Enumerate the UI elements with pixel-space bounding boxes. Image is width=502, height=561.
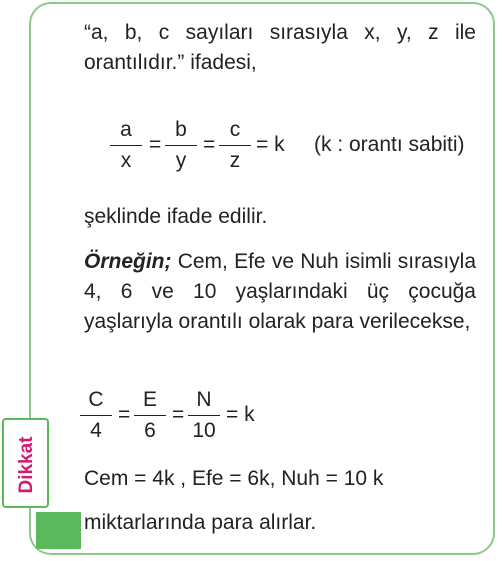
- equals-sign: =: [203, 133, 216, 156]
- example-text: Cem, Efe ve Nuh isimli sırasıyla 4, 6 ve 10 yaşlarındaki üç çocuğa yaşlarıyla orantılı olarak para verilecekse,: [84, 250, 476, 333]
- fraction-bar: [134, 415, 166, 416]
- equals-sign: =: [118, 403, 131, 426]
- after-formula-text: şeklinde ifade edilir.: [84, 205, 268, 228]
- fraction-bar: [80, 415, 112, 416]
- tab-accent: [36, 512, 81, 549]
- dikkat-label: Dikkat: [16, 436, 37, 494]
- fraction-bar: [165, 145, 197, 146]
- fraction-n-10: [188, 388, 220, 443]
- fraction-a-x: [110, 118, 142, 173]
- dikkat-tab: [2, 418, 49, 508]
- constant-note: (k : orantı sabiti): [314, 133, 465, 156]
- numerator: N: [196, 388, 212, 411]
- fraction-c-z: [219, 118, 251, 173]
- example-lead: Örneğin;: [84, 250, 172, 273]
- numerator: E: [142, 388, 157, 411]
- example-paragraph: [84, 247, 476, 337]
- fraction-bar: [188, 415, 220, 416]
- numerator: c: [229, 118, 241, 141]
- denominator: z: [229, 149, 241, 172]
- equals-k: = k: [256, 133, 285, 156]
- denominator: y: [175, 149, 187, 172]
- denominator: x: [120, 149, 132, 172]
- values-line: Cem = 4k , Efe = 6k, Nuh = 10 k: [84, 467, 384, 490]
- numerator: b: [175, 118, 187, 141]
- intro-text: “a, b, c sayıları sırasıyla x, y, z ile orantılıdır.” ifadesi,: [84, 21, 476, 74]
- denominator: 10: [192, 419, 216, 442]
- equals-k: = k: [226, 403, 255, 426]
- fraction-b-y: [165, 118, 197, 173]
- numerator: C: [88, 388, 104, 411]
- fraction-c-4: [80, 388, 112, 443]
- denominator: 6: [144, 419, 156, 442]
- equals-sign: =: [172, 403, 185, 426]
- denominator: 4: [90, 419, 102, 442]
- closing-text: miktarlarında para alırlar.: [84, 511, 317, 534]
- equals-sign: =: [149, 133, 162, 156]
- fraction-bar: [110, 145, 142, 146]
- fraction-e-6: [134, 388, 166, 443]
- numerator: a: [120, 118, 132, 141]
- fraction-bar: [219, 145, 251, 146]
